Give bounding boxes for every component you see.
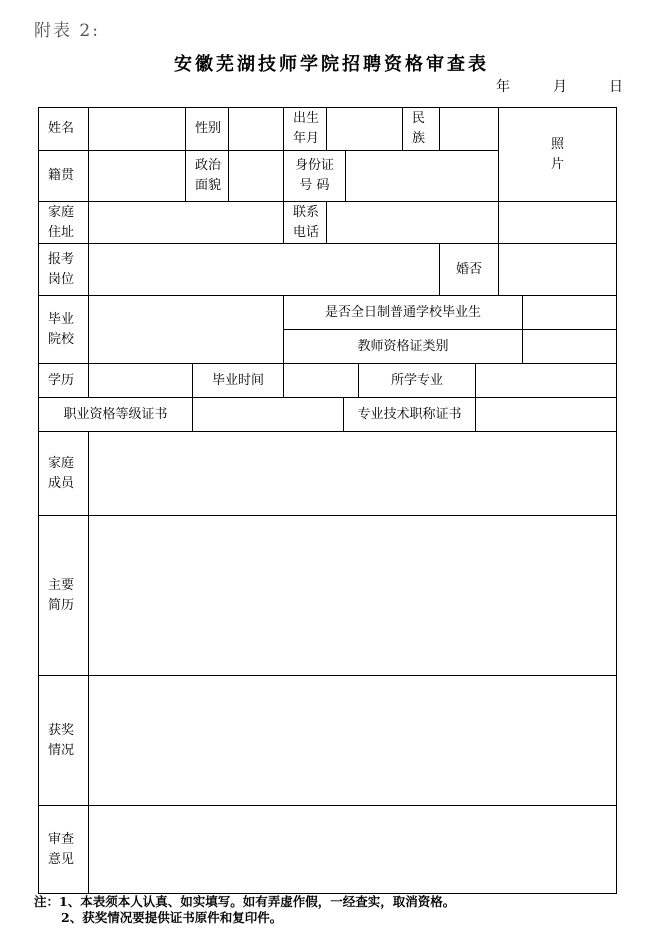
position-label: 报考 岗位	[38, 243, 89, 296]
teacher-cert-field[interactable]	[522, 329, 617, 364]
family-field[interactable]	[88, 431, 617, 516]
name-label: 姓名	[38, 107, 89, 151]
grad-time-label: 毕业时间	[192, 363, 284, 398]
ethnic-label: 民 族	[402, 107, 440, 151]
awards-field[interactable]	[88, 675, 617, 806]
vocational-cert-label: 职业资格等级证书	[38, 397, 193, 432]
review-label: 审查 意见	[38, 805, 89, 894]
gender-label: 性别	[185, 107, 229, 151]
school-label: 毕业 院校	[38, 295, 89, 364]
teacher-cert-label: 教师资格证类别	[283, 329, 523, 364]
note-line-2: 2、获奖情况要提供证书原件和复印件。	[61, 910, 283, 925]
birth-label: 出生 年月	[283, 107, 327, 151]
attachment-label: 附表 2:	[34, 21, 100, 41]
major-label: 所学专业	[358, 363, 476, 398]
awards-label: 获奖 情况	[38, 675, 89, 806]
title-cert-field[interactable]	[475, 397, 617, 432]
birth-field[interactable]	[326, 107, 403, 151]
school-field[interactable]	[88, 295, 284, 364]
major-field[interactable]	[475, 363, 617, 398]
native-label: 籍贯	[38, 150, 89, 202]
family-label: 家庭 成员	[38, 431, 89, 516]
fulltime-field[interactable]	[522, 295, 617, 330]
date-year-label: 年	[496, 79, 510, 95]
review-field[interactable]	[88, 805, 617, 894]
marital-label: 婚否	[439, 243, 499, 296]
education-field[interactable]	[88, 363, 193, 398]
gender-field[interactable]	[228, 107, 284, 151]
phone-label: 联系 电话	[283, 201, 327, 244]
idcard-label: 身份证 号 码	[283, 150, 346, 202]
political-field[interactable]	[228, 150, 284, 202]
position-field[interactable]	[88, 243, 440, 296]
grad-time-field[interactable]	[283, 363, 359, 398]
resume-label: 主要 简历	[38, 515, 89, 676]
phone-field[interactable]	[326, 201, 499, 244]
notes	[34, 894, 455, 926]
title-cert-label: 专业技术职称证书	[343, 397, 476, 432]
photo-box: 照 片	[498, 107, 617, 202]
note-line-1: 注：1、本表须本人认真、如实填写。如有弄虚作假，一经查实，取消资格。	[34, 894, 456, 909]
address-field[interactable]	[88, 201, 284, 244]
political-label: 政治 面貌	[185, 150, 229, 202]
native-field[interactable]	[88, 150, 186, 202]
resume-field[interactable]	[88, 515, 617, 676]
address-label: 家庭 住址	[38, 201, 89, 244]
photo-box-lower	[498, 201, 617, 244]
name-field[interactable]	[88, 107, 186, 151]
ethnic-field[interactable]	[439, 107, 499, 151]
marital-field[interactable]	[498, 243, 617, 296]
form-title: 安徽芜湖技师学院招聘资格审查表	[174, 54, 489, 75]
date-month-label: 月	[553, 79, 567, 95]
vocational-cert-field[interactable]	[192, 397, 344, 432]
idcard-field[interactable]	[345, 150, 499, 202]
education-label: 学历	[38, 363, 89, 398]
fulltime-label: 是否全日制普通学校毕业生	[283, 295, 523, 330]
date-day-label: 日	[609, 79, 623, 95]
